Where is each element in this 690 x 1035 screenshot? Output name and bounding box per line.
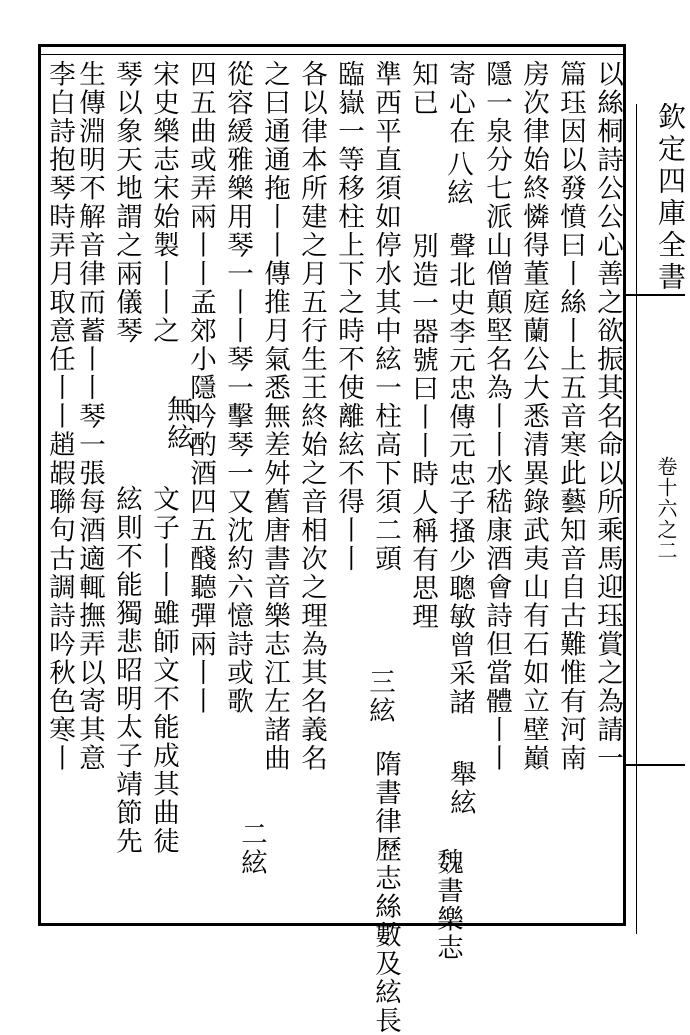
text-column: 篇珏因以發憤曰丨絲丨上五音寒此藝知音自古難惟有河南	[555, 60, 586, 773]
text-column: 別造一器號曰丨丨時人稱有思理	[407, 232, 438, 631]
text-column: 之曰通通拖丨丨傳推月氣悉無差舛舊唐書音樂志江左諸曲	[259, 60, 290, 773]
source-note: 魏書樂志	[432, 848, 463, 962]
text-column: 臨嶽一等移柱上下之時不使離絃不得丨丨	[333, 60, 364, 573]
text-column: 知已	[407, 60, 438, 117]
heading-entry: 舉絃	[445, 760, 476, 817]
text-column: 各以律本所建之月五行生王終始之音相次之理為其名義名	[296, 60, 327, 773]
text-column: 聲北史李元忠傳元忠子搔少聰敏曾采諸	[444, 232, 475, 717]
text-column: 房次律始終憐得董庭蘭公大悉清異錄武夷山有石如立壁巔	[518, 60, 549, 773]
margin-rule-upper	[626, 294, 685, 296]
text-column: 從容緩雅樂用琴一丨丨琴一擊琴一又沈約六憶詩或歌	[222, 60, 253, 716]
volume-label: 卷十六之二	[654, 456, 678, 561]
heading-entry: 二絃	[236, 820, 267, 877]
page-margin	[626, 44, 685, 926]
text-column: 李白詩抱琴時弄月取意任丨丨趙嘏聯句古調詩吟秋色寒丨	[44, 60, 75, 773]
text-column: 文子丨丨雖師文不能成其曲徒	[148, 485, 179, 856]
text-column: 生傳淵明不解音律而蓄丨丨琴一張每酒適輒撫弄以寄其意	[74, 60, 105, 773]
text-column: 琴以象天地謂之兩儀琴	[111, 60, 142, 345]
border-inner-rule	[38, 54, 626, 55]
text-column: 絃則不能獨悲昭明太子靖節先	[111, 485, 142, 856]
text-column: 準西平直須如停水其中絃一柱高下須二頭	[370, 60, 401, 573]
text-column: 寄心在	[444, 60, 475, 146]
margin-divider	[636, 104, 637, 934]
text-column: 四五曲或弄兩丨丨孟郊小隱吟酌酒四五醆聽彈兩丨丨	[185, 60, 216, 716]
text-column: 以絲桐詩公公心善之欲振其名命以所乘馬迎珏賞之為請一	[592, 60, 623, 773]
text-column: 隋書律歷志絲數及絃長	[370, 750, 401, 1035]
margin-title: 欽定四庫全書	[654, 102, 687, 294]
heading-entry: 八絃	[442, 150, 473, 207]
margin-rule-lower	[626, 764, 685, 766]
text-column: 宋史樂志宋始製丨丨之	[148, 60, 179, 345]
text-column: 隱一泉分七派山僧顛堅名為丨丨水嵇康酒會詩但當體丨丨	[481, 60, 512, 773]
heading-entry: 三絃	[364, 668, 395, 725]
heading-entry: 無絃	[162, 395, 193, 452]
